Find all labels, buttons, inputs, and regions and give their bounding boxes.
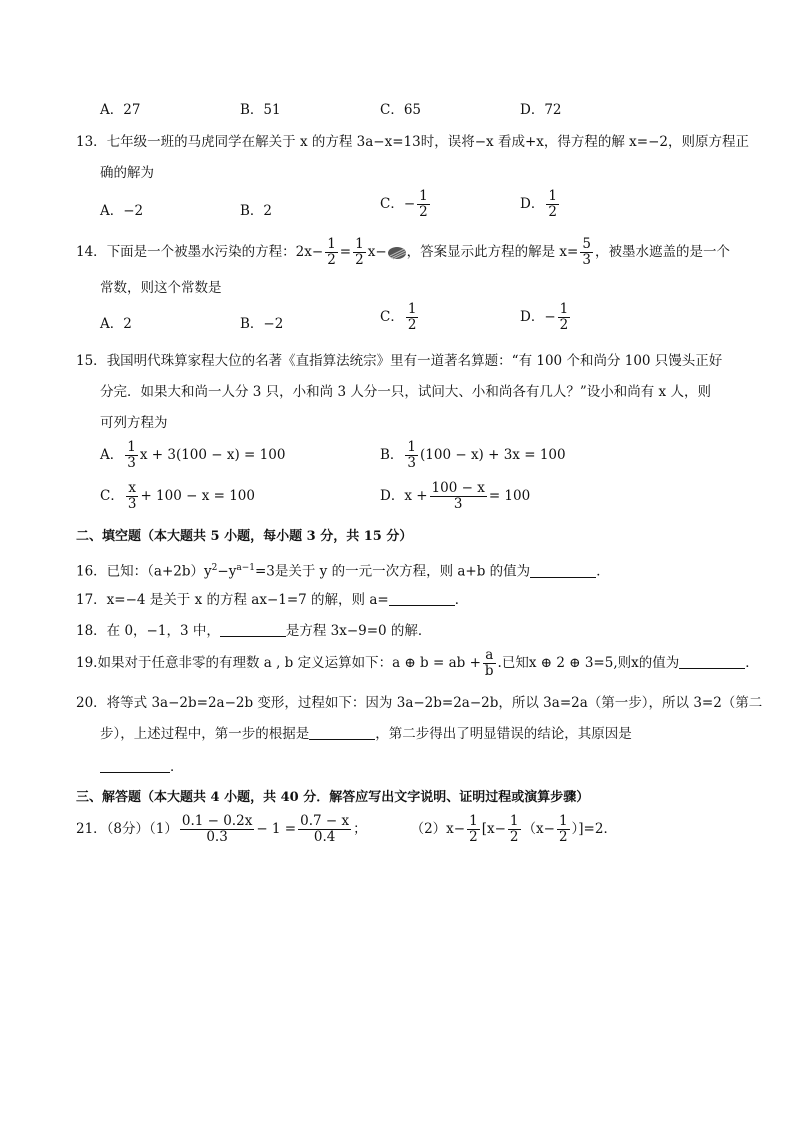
fraction: $\frac{1}{2}$	[559, 301, 569, 333]
fraction: $\frac{1}{3}$	[127, 439, 136, 471]
q20-line3: ．	[100, 757, 184, 777]
q12-option-a: A．27	[100, 102, 141, 118]
q15-stem: 15．我国明代珠算家程大位的名著《直指算法统宗》里有一道著名算题：“有 100 个和尚分 100 只馒头正好	[76, 353, 723, 369]
ink-blot-icon	[387, 246, 407, 260]
q20-line1: 20．将等式 3a−2b=2a−2b 变形，过程如下：因为 3a−2b=2a−2b，所以 3a=2a（第一步），所以 3=2（第二	[76, 695, 763, 711]
q14-option-d	[520, 302, 572, 333]
q12-option-d: D．72	[520, 102, 562, 118]
q13-number: 13．	[76, 134, 107, 150]
fraction: $\frac{1}{2}$	[407, 301, 417, 333]
q14-option-c-label: C．	[380, 309, 404, 325]
q19: 19.如果对于任意非零的有理数 a , b 定义运算如下：a ⊕ b = ab + $\frac{a}{b}$ .已知x ⊕ 2 ⊕ 3=5,则x的值为 ．	[76, 647, 759, 679]
q16: 16．已知：$(a+2b)y^2-y^{a-1}=3$是关于 y 的一元一次方程，则 a+b 的值为 ．	[76, 563, 610, 580]
q14-option-b: B．−2	[240, 316, 284, 332]
q18: 18．在 0，−1，3 中， 是方程 3x−9=0 的解．	[76, 623, 432, 639]
q13-option-c-label: C．−	[380, 196, 416, 212]
fraction: $\frac{x}{3}$	[127, 480, 137, 512]
fraction: $\frac{100 - x}{3}$	[431, 480, 485, 512]
q12-option-c: C．65	[380, 102, 422, 118]
q20-answer-blank-1[interactable]	[309, 725, 375, 740]
q13-option-b: B．2	[240, 203, 273, 219]
fraction: $\frac{1}{2}$	[355, 236, 364, 268]
fraction: $\frac{a}{b}$	[484, 647, 494, 679]
q14-number: 14．	[76, 244, 107, 260]
fraction: $\frac{5}{3}$	[582, 236, 591, 268]
q13-option-d-label: D．	[520, 196, 545, 212]
q17-answer-blank[interactable]	[389, 591, 455, 606]
q14-option-d-label: D．−	[520, 309, 556, 325]
fraction: $\frac{1}{2}$	[469, 813, 478, 845]
q15-option-b: B． $\frac{1}{3}$ (100 − x) + 3x = 100	[380, 439, 566, 471]
q20-answer-blank-2[interactable]	[100, 758, 170, 773]
fraction: $\frac{1}{2}$	[419, 188, 428, 220]
fraction: $\frac{1}{2}$	[327, 236, 336, 268]
q14-stem: 14．下面是一个被墨水污染的方程：2x− $\frac{1}{2}$ = $\frac{1}{2}$ x− ，答案显示此方程的解是 x= $\frac{5}{3}$ ，被墨水遮盖的是一个	[76, 236, 730, 268]
q21: 21．（8分）（1） $\frac{0.1 - 0.2x}{0.3}$ − 1 = $\frac{0.7 - x}{0.4}$ ； （2）x− $\frac{1}{2}$ [x− $\frac{1}{2}$ （x− $\frac{1}{2}$ ）]=2．	[76, 813, 617, 845]
q13-option-c	[380, 189, 432, 220]
q20-line2: 步），上述过程中，第一步的根据是 ，第二步得出了明显错误的结论，其原因是	[100, 726, 632, 742]
fraction: $\frac{1}{2}$	[509, 813, 519, 845]
q15-number: 15．	[76, 353, 107, 369]
fraction: $\frac{1}{2}$	[558, 813, 568, 845]
fraction: $\frac{1}{3}$	[407, 439, 417, 471]
q17: 17．x=−4 是关于 x 的方程 ax−1=7 的解，则 a= ．	[76, 592, 469, 608]
q12-option-b: B．51	[240, 102, 281, 118]
q14-option-c	[380, 302, 420, 333]
q13-option-d	[520, 189, 561, 220]
q15-option-a: A． $\frac{1}{3}$ x + 3(100 − x) = 100	[100, 439, 286, 471]
q16-answer-blank[interactable]	[530, 563, 596, 578]
fraction: $\frac{0.7 - x}{0.4}$	[300, 813, 350, 845]
q13-option-a: A．−2	[100, 203, 144, 219]
q14-line2: 常数，则这个常数是	[100, 280, 222, 296]
q13-line2: 确的解为	[100, 165, 154, 181]
q18-answer-blank[interactable]	[220, 622, 286, 637]
q13-line1: 七年级一班的马虎同学在解关于 x 的方程 3a−x=13时，误将−x 看成+x，得方程的解 x=−2，则原方程正	[106, 134, 749, 150]
q13-stem	[76, 132, 749, 152]
section-problem-solving-heading: 三、解答题（本大题共 4 小题，共 40 分．解答应写出文字说明、证明过程或演算步骤）	[76, 790, 590, 805]
q14-option-a: A．2	[100, 316, 132, 332]
q15-option-c: C． $\frac{x}{3}$ + 100 − x = 100	[100, 480, 255, 512]
section-fill-in-blank-heading: 二、填空题（本大题共 5 小题，每小题 3 分，共 15 分）	[76, 529, 413, 544]
fraction: $\frac{0.1 - 0.2x}{0.3}$	[181, 813, 253, 845]
q15-line2: 分完．如果大和尚一人分 3 只，小和尚 3 人分一只，试问大、小和尚各有几人？”设小和尚有 x 人，则	[100, 384, 711, 400]
q19-answer-blank[interactable]	[679, 654, 745, 669]
fraction: $\frac{1}{2}$	[548, 188, 557, 220]
q15-option-d: D．x + $\frac{100 - x}{3}$ = 100	[380, 480, 531, 512]
q15-line3: 可列方程为	[100, 415, 168, 431]
